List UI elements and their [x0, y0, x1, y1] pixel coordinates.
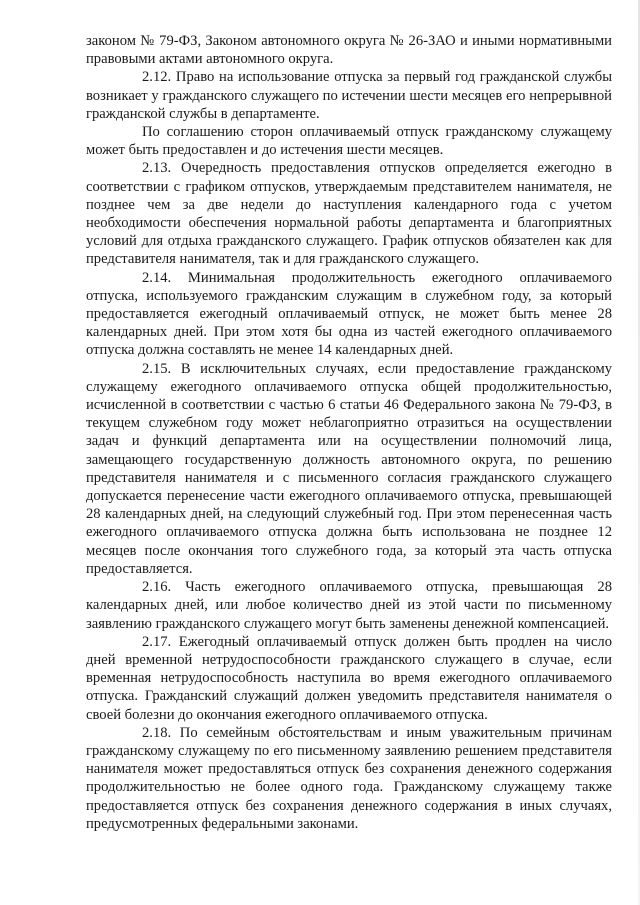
paragraph-2-16: 2.16. Часть ежегодного оплачиваемого отпуска, превышающая 28 календарных дней, или любое количество дней из этой части по письменному заявлению гражданского служащего могут быть заменены денежной компенсацией. — [86, 579, 612, 632]
paragraph-2-12-agreement: По соглашению сторон оплачиваемый отпуск гражданскому служащему может быть предоставлен и до истечения шести месяцев. — [86, 124, 612, 159]
paragraph-2-11-continuation: законом № 79-ФЗ, Законом автономного округа № 26-ЗАО и иными нормативными правовыми актами автономного округа. — [86, 33, 612, 68]
document-page — [86, 32, 612, 833]
paragraph-2-12: 2.12. Право на использование отпуска за первый год гражданской службы возникает у гражданского служащего по истечении шести месяцев его непрерывной гражданской службы в департаменте. — [86, 69, 612, 122]
paragraph-2-17: 2.17. Ежегодный оплачиваемый отпуск должен быть продлен на число дней временной нетрудоспособности гражданского служащего в случае, если временная нетрудоспособность наступила во время ежегодного оплачиваемого отпуска. Гражданский служащий должен уведомить представителя нанимателя о своей болезни до окончания ежегодного оплачиваемого отпуска. — [86, 633, 612, 723]
paragraph-2-15: 2.15. В исключительных случаях, если предоставление гражданскому служащему ежегодного оплачиваемого отпуска общей продолжительностью, исчисленной в соответствии с частью 6 статьи 46 Федерального закона № 79-ФЗ, в текущем служебном году может неблагоприятно отразиться на осуществлении задач и функций департамента или на осуществлении полномочий лица, замещающего государственную должность автономного округа, по решению представителя нанимателя и с письменного согласия гражданского служащего допускается перенесение части ежегодного оплачиваемого отпуска, превышающей 28 календарных дней, на следующий служебный год. При этом перенесенная часть ежегодного оплачиваемого отпуска должна быть использована не позднее 12 месяцев после окончания того служебного года, за который эта часть отпуска предоставляется. — [86, 360, 612, 577]
paragraph-2-18: 2.18. По семейным обстоятельствам и иным уважительным причинам гражданскому служащему по его письменному заявлению решением представителя нанимателя может предоставляться отпуск без сохранения денежного содержания продолжительностью не более одного года. Гражданскому служащему также предоставляется отпуск без сохранения денежного содержания в иных случаях, предусмотренных федеральными законами. — [86, 724, 612, 832]
paragraph-2-14: 2.14. Минимальная продолжительность ежегодного оплачиваемого отпуска, используемого гражданским служащим в служебном году, за который предоставляется ежегодный оплачиваемый отпуск, не может быть менее 28 календарных дней. При этом хотя бы одна из частей ежегодного оплачиваемого отпуска должна составлять не менее 14 календарных дней. — [86, 269, 612, 359]
paragraph-2-13: 2.13. Очередность предоставления отпусков определяется ежегодно в соответствии с графиком отпусков, утверждаемым представителем нанимателя, не позднее чем за две недели до наступления календарного года с учетом необходимости обеспечения нормальной работы департамента и благоприятных условий для отдыха гражданского служащего. График отпусков обязателен как для представителя нанимателя, так и для гражданского служащего. — [86, 160, 612, 268]
